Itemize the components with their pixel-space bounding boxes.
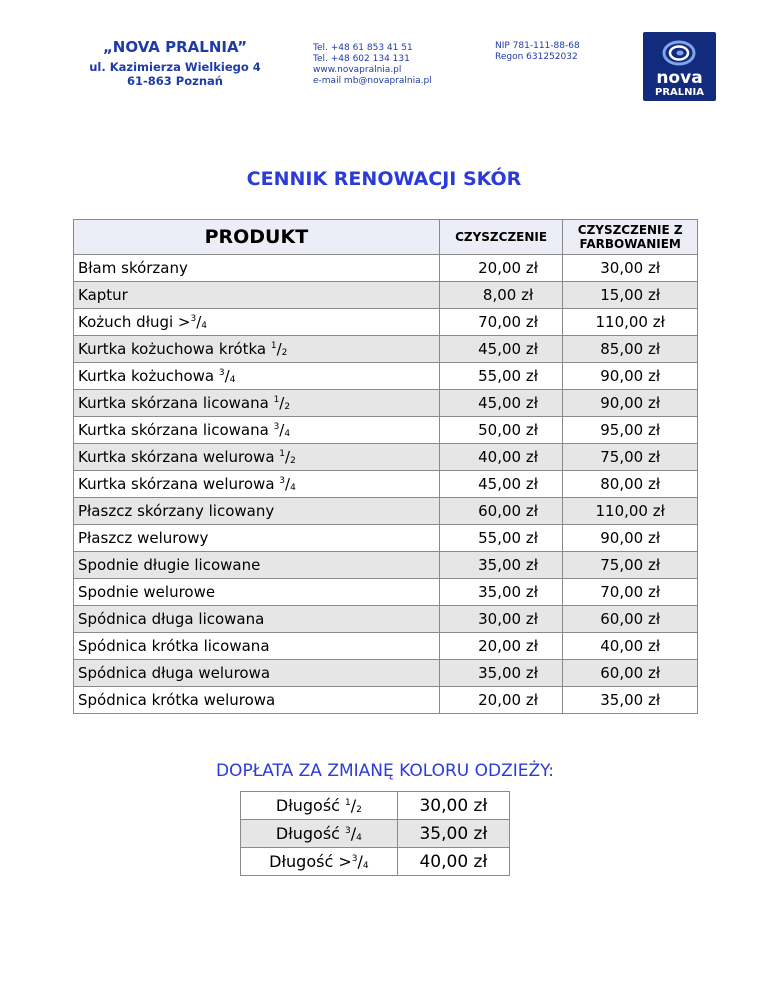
dyeing-price: 80,00 zł <box>600 475 661 493</box>
product-name-fraction-numerator: 1 <box>279 449 286 459</box>
product-name-fraction-numerator: 3 <box>190 314 197 324</box>
cleaning-price-cell <box>439 363 563 390</box>
dyeing-price-cell <box>563 309 698 336</box>
table-row <box>74 633 698 660</box>
product-name-cell <box>74 687 440 714</box>
dyeing-price: 15,00 zł <box>600 286 661 304</box>
company-address-line1: ul. Kazimierza Wielkiego 4 <box>89 60 261 74</box>
surcharge-price: 30,00 zł <box>397 792 509 820</box>
cleaning-price: 60,00 zł <box>478 502 538 520</box>
surcharge-length-cell <box>241 820 398 848</box>
product-name-fraction-denominator: 4 <box>290 483 296 493</box>
cleaning-price: 35,00 zł <box>478 556 538 574</box>
price-table-body <box>74 255 698 714</box>
cleaning-price: 55,00 zł <box>478 529 538 547</box>
product-name-cell <box>74 390 440 417</box>
product-name-fraction-numerator: 1 <box>270 341 277 351</box>
product-name-fraction-numerator: 3 <box>279 476 286 486</box>
dyeing-price: 40,00 zł <box>600 637 661 655</box>
cleaning-price: 70,00 zł <box>478 313 538 331</box>
product-name: Kurtka skórzana welurowa <box>78 475 280 493</box>
dyeing-price: 75,00 zł <box>600 448 661 466</box>
table-row <box>74 390 698 417</box>
surcharge-length-fraction-denominator: 2 <box>356 805 362 815</box>
product-name: Kaptur <box>78 286 128 304</box>
product-name-fraction-slash: / <box>285 448 291 466</box>
product-name: Kurtka skórzana licowana <box>78 421 274 439</box>
cleaning-price: 35,00 zł <box>478 664 538 682</box>
cleaning-price-cell <box>439 552 563 579</box>
product-name-cell <box>74 336 440 363</box>
dyeing-price-cell <box>563 282 698 309</box>
cleaning-price: 20,00 zł <box>478 259 538 277</box>
dyeing-price-cell <box>563 687 698 714</box>
dyeing-price-cell <box>563 417 698 444</box>
product-name: Kożuch długi > <box>78 313 191 331</box>
product-name: Spódnica krótka licowana <box>78 637 270 655</box>
column-header-cleaning: CZYSZCZENIE <box>439 220 563 255</box>
cleaning-price: 20,00 zł <box>478 637 538 655</box>
product-name-fraction <box>279 475 296 493</box>
cleaning-price-cell <box>439 579 563 606</box>
dyeing-price-cell <box>563 498 698 525</box>
product-name-cell <box>74 498 440 525</box>
surcharge-row <box>241 792 510 820</box>
contact-email: e-mail mb@novapralnia.pl <box>313 76 432 86</box>
cleaning-price-cell <box>439 390 563 417</box>
product-name-fraction-slash: / <box>279 421 285 439</box>
cleaning-price-cell <box>439 471 563 498</box>
product-name: Spódnica krótka welurowa <box>78 691 276 709</box>
dyeing-price-cell <box>563 444 698 471</box>
table-row <box>74 606 698 633</box>
surcharge-length-label: Długość <box>275 796 346 815</box>
surcharge-row <box>241 848 510 876</box>
table-row <box>74 336 698 363</box>
company-block <box>70 38 280 88</box>
table-row <box>74 552 698 579</box>
tax-nip: NIP 781-111-88-68 <box>495 41 580 51</box>
surcharge-length-fraction-slash: / <box>350 824 357 843</box>
dyeing-price-cell <box>563 633 698 660</box>
company-name: „NOVA PRALNIA” <box>102 38 248 56</box>
product-name-fraction-slash: / <box>285 475 291 493</box>
contact-phone-1: Tel. +48 61 853 41 51 <box>313 43 413 53</box>
contact-block <box>313 43 432 87</box>
surcharge-title: DOPŁATA ZA ZMIANĘ KOLORU ODZIEŻY: <box>215 761 555 781</box>
surcharge-length-cell <box>241 848 398 876</box>
table-row <box>74 255 698 282</box>
dyeing-price: 95,00 zł <box>600 421 661 439</box>
surcharge-row <box>241 820 510 848</box>
cleaning-price: 45,00 zł <box>478 394 538 412</box>
surcharge-length-fraction-numerator: 3 <box>345 826 351 836</box>
dyeing-price-cell <box>563 606 698 633</box>
company-logo <box>643 32 716 101</box>
product-name-fraction-slash: / <box>196 313 202 331</box>
surcharge-length-fraction-denominator: 4 <box>362 861 369 871</box>
product-name: Kurtka skórzana licowana <box>78 394 274 412</box>
cleaning-price: 45,00 zł <box>478 475 538 493</box>
product-name-fraction <box>271 340 288 358</box>
table-row <box>74 471 698 498</box>
product-name-fraction-denominator: 2 <box>281 348 288 358</box>
tax-block <box>495 41 580 63</box>
product-name-cell <box>74 363 440 390</box>
cleaning-price-cell <box>439 525 563 552</box>
dyeing-price: 70,00 zł <box>600 583 661 601</box>
product-name-fraction <box>274 394 291 412</box>
product-name-fraction-denominator: 4 <box>229 375 236 385</box>
dyeing-price: 110,00 zł <box>595 313 665 331</box>
product-name-fraction <box>191 313 208 331</box>
column-header-cleaning-dyeing <box>563 220 698 255</box>
surcharge-price: 40,00 zł <box>397 848 509 876</box>
product-name-cell <box>74 660 440 687</box>
cleaning-price-cell <box>439 498 563 525</box>
product-name-cell <box>74 255 440 282</box>
product-name-fraction <box>219 367 236 385</box>
cleaning-price-cell <box>439 660 563 687</box>
cleaning-price-cell <box>439 255 563 282</box>
product-name: Spódnica długa welurowa <box>78 664 271 682</box>
tax-regon: Regon 631252032 <box>495 52 578 62</box>
product-name-fraction-numerator: 1 <box>273 395 280 405</box>
product-name-cell <box>74 309 440 336</box>
cleaning-price-cell <box>439 336 563 363</box>
table-row <box>74 282 698 309</box>
product-name: Spodnie welurowe <box>78 583 216 601</box>
cleaning-price: 55,00 zł <box>478 367 538 385</box>
table-row <box>74 417 698 444</box>
table-row <box>74 579 698 606</box>
product-name-fraction-denominator: 4 <box>284 429 291 439</box>
surcharge-length-fraction <box>352 852 369 871</box>
dyeing-price: 90,00 zł <box>600 367 661 385</box>
product-name-fraction-slash: / <box>279 394 285 412</box>
column-header-cleaning-dyeing-line1: CZYSZCZENIE Z <box>577 223 683 237</box>
surcharge-price: 35,00 zł <box>397 820 509 848</box>
cleaning-price: 40,00 zł <box>478 448 538 466</box>
product-name-cell <box>74 579 440 606</box>
dyeing-price-cell <box>563 660 698 687</box>
logo-word-pralnia: PRALNIA <box>655 87 704 98</box>
dyeing-price: 75,00 zł <box>600 556 661 574</box>
dyeing-price: 30,00 zł <box>600 259 661 277</box>
surcharge-length-label: Długość <box>275 824 346 843</box>
dyeing-price: 85,00 zł <box>600 340 661 358</box>
product-name: Spodnie długie licowane <box>78 556 261 574</box>
cleaning-price-cell <box>439 606 563 633</box>
table-row <box>74 687 698 714</box>
column-header-cleaning-dyeing-line2: FARBOWANIEM <box>579 237 681 251</box>
cleaning-price: 50,00 zł <box>478 421 538 439</box>
dyeing-price: 110,00 zł <box>595 502 665 520</box>
cleaning-price-cell <box>439 633 563 660</box>
surcharge-length-fraction-slash: / <box>357 852 363 871</box>
product-name: Błam skórzany <box>78 259 188 277</box>
surcharge-table-body <box>241 792 510 876</box>
table-row <box>74 660 698 687</box>
product-name-cell <box>74 633 440 660</box>
swirl-icon <box>661 38 697 68</box>
surcharge-length-label: Długość > <box>269 852 352 871</box>
surcharge-length-fraction-numerator: 3 <box>351 854 358 864</box>
table-row <box>74 309 698 336</box>
product-name-cell <box>74 606 440 633</box>
product-name: Płaszcz welurowy <box>78 529 209 547</box>
product-name: Kurtka kożuchowa <box>78 367 219 385</box>
cleaning-price: 35,00 zł <box>478 583 538 601</box>
dyeing-price: 60,00 zł <box>600 664 661 682</box>
dyeing-price: 90,00 zł <box>600 394 661 412</box>
dyeing-price: 60,00 zł <box>600 610 661 628</box>
price-table <box>73 219 698 714</box>
product-name-cell <box>74 525 440 552</box>
table-row <box>74 498 698 525</box>
table-row <box>74 363 698 390</box>
table-row <box>74 525 698 552</box>
product-name: Kurtka kożuchowa krótka <box>78 340 271 358</box>
cleaning-price: 8,00 zł <box>482 286 534 304</box>
contact-website: www.novapralnia.pl <box>313 65 402 75</box>
table-header-row <box>74 220 698 255</box>
dyeing-price: 90,00 zł <box>600 529 661 547</box>
cleaning-price: 45,00 zł <box>478 340 538 358</box>
cleaning-price-cell <box>439 687 563 714</box>
product-name: Kurtka skórzana welurowa <box>78 448 280 466</box>
logo-word-nova: nova <box>656 68 703 88</box>
page-title: CENNIK RENOWACJI SKÓR <box>246 168 522 190</box>
cleaning-price-cell <box>439 309 563 336</box>
dyeing-price-cell <box>563 525 698 552</box>
table-row <box>74 444 698 471</box>
cleaning-price-cell <box>439 444 563 471</box>
product-name-cell <box>74 417 440 444</box>
cleaning-price: 20,00 zł <box>478 691 538 709</box>
surcharge-length-fraction <box>345 824 362 843</box>
dyeing-price-cell <box>563 579 698 606</box>
contact-phone-2: Tel. +48 602 134 131 <box>313 54 410 64</box>
product-name: Spódnica długa licowana <box>78 610 265 628</box>
product-name-cell <box>74 444 440 471</box>
column-header-product: PRODUKT <box>74 220 440 255</box>
product-name-fraction-denominator: 4 <box>201 321 208 331</box>
cleaning-price-cell <box>439 417 563 444</box>
product-name-fraction-denominator: 2 <box>284 402 291 412</box>
surcharge-table <box>240 791 510 876</box>
product-name-fraction-slash: / <box>224 367 230 385</box>
dyeing-price-cell <box>563 363 698 390</box>
surcharge-length-fraction-numerator: 1 <box>345 798 351 808</box>
dyeing-price-cell <box>563 390 698 417</box>
product-name-fraction-numerator: 3 <box>218 368 225 378</box>
product-name-fraction-slash: / <box>276 340 282 358</box>
dyeing-price-cell <box>563 336 698 363</box>
product-name-fraction <box>279 448 296 466</box>
product-name-cell <box>74 552 440 579</box>
cleaning-price: 30,00 zł <box>478 610 538 628</box>
dyeing-price-cell <box>563 255 698 282</box>
cleaning-price-cell <box>439 282 563 309</box>
product-name-fraction-numerator: 3 <box>273 422 280 432</box>
surcharge-length-cell <box>241 792 398 820</box>
surcharge-length-fraction <box>345 796 362 815</box>
company-address-line2: 61-863 Poznań <box>127 74 223 88</box>
product-name-cell <box>74 282 440 309</box>
product-name: Płaszcz skórzany licowany <box>78 502 275 520</box>
product-name-fraction <box>274 421 291 439</box>
surcharge-length-fraction-slash: / <box>350 796 357 815</box>
dyeing-price-cell <box>563 471 698 498</box>
surcharge-length-fraction-denominator: 4 <box>356 833 362 843</box>
product-name-fraction-denominator: 2 <box>290 456 296 466</box>
dyeing-price-cell <box>563 552 698 579</box>
product-name-cell <box>74 471 440 498</box>
dyeing-price: 35,00 zł <box>600 691 661 709</box>
